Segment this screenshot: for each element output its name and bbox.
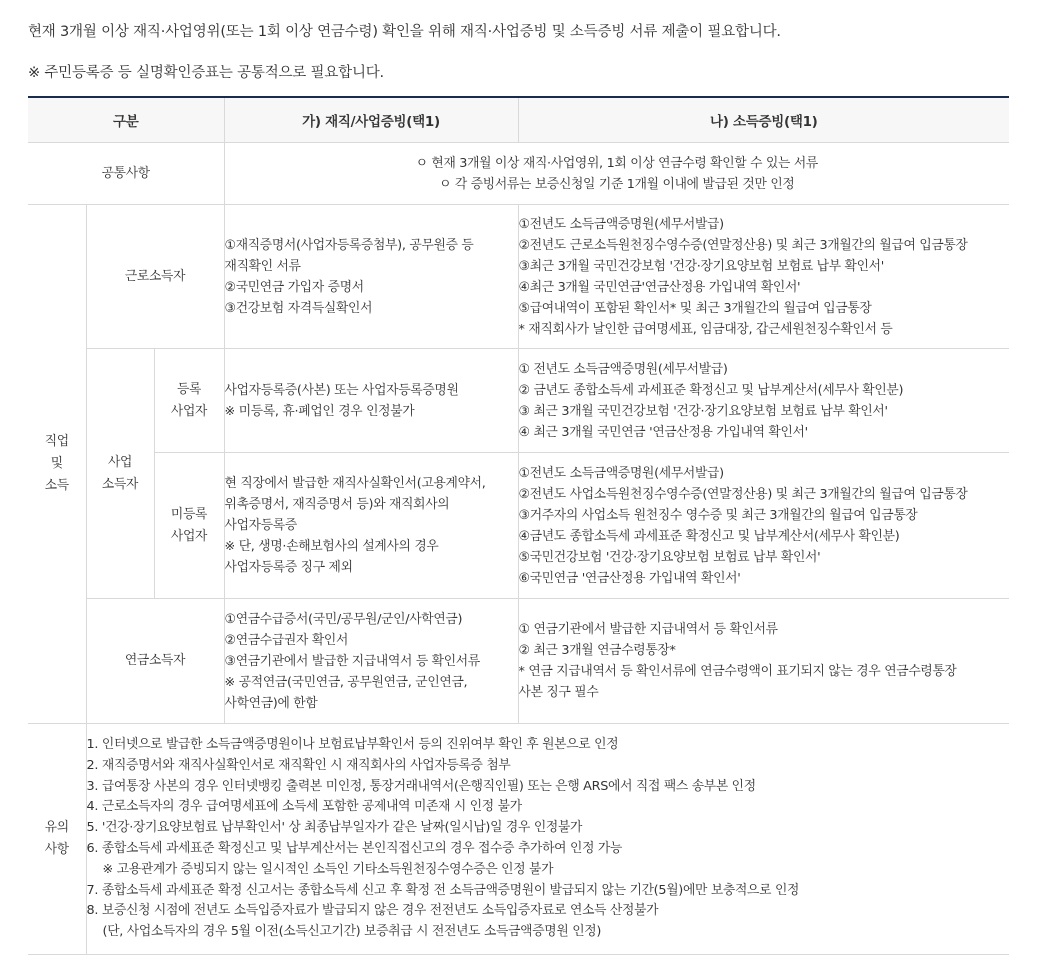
doc-line: ① 전년도 소득금액증명원(세무서발급) (518, 361, 728, 377)
doc-line: ⑥국민연금 '연금산정용 가입내역 확인서' (518, 570, 741, 586)
pension-income-label: 연금소득자 (86, 599, 224, 724)
note-item: ※ 고용관계가 증빙되지 않는 일시적인 소득인 기타소득원천징수영수증은 인정 불가 (102, 861, 554, 877)
doc-line: * 재직회사가 날인한 급여명세표, 임금대장, 갑근세원천징수확인서 등 (518, 321, 893, 337)
doc-line: ②국민연금 가입자 증명서 (224, 279, 364, 295)
doc-line: ② 금년도 종합소득세 과세표준 확정신고 및 납부계산서(세무사 확인분) (518, 382, 904, 398)
header-employment-proof: 가) 재직/사업증빙(택1) (224, 97, 518, 143)
label-line: 소득자 (101, 476, 139, 492)
common-requirements (224, 143, 1009, 205)
label-line: 유의 (44, 820, 69, 835)
notes-list (86, 724, 1009, 955)
table-row (28, 205, 1009, 349)
table-row (28, 453, 1009, 599)
table-row (28, 349, 1009, 453)
labor-employment-docs (224, 205, 518, 349)
note-item: 6. 종합소득세 과세표준 확정신고 및 납부계산서는 본인직접신고의 경우 접수증 추가하여 인정 가능 (86, 841, 623, 856)
doc-line: 위촉증명서, 재직증명서 등)와 재직회사의 (224, 497, 450, 512)
doc-line: ①전년도 소득금액증명원(세무서발급) (518, 465, 724, 481)
notes-label (28, 724, 86, 955)
note-item: 5. '건강·장기요양보험료 납부확인서' 상 최종납부일자가 같은 날짜(일시납)일 경우 인정불가 (86, 820, 583, 836)
label-line: 사항 (44, 842, 69, 857)
business-income-label (86, 349, 154, 599)
table-row (28, 724, 1009, 955)
doc-line: 재직확인 서류 (224, 258, 301, 274)
label-line: 사업자 (170, 528, 208, 544)
group-label-line: 및 (50, 456, 63, 471)
unregistered-business-label (154, 453, 224, 599)
note-item: 2. 재직증명서와 재직사실확인서로 재직확인 시 재직회사의 사업자등록증 첨부 (86, 757, 511, 773)
table-row (28, 599, 1009, 724)
doc-line: ②전년도 근로소득원천징수영수증(연말정산용) 및 최근 3개월간의 월급여 입금통장 (518, 237, 968, 253)
doc-line: ③거주자의 사업소득 원천징수 영수증 및 최근 3개월간의 월급여 입금통장 (518, 507, 918, 523)
doc-line: ③ 최근 3개월 국민건강보험 '건강·장기요양보험 보험료 납부 확인서' (518, 403, 888, 419)
header-category: 구분 (28, 97, 224, 143)
doc-line: ④최근 3개월 국민연금'연금산정용 가입내역 확인서' (518, 279, 801, 295)
required-documents-table (28, 96, 1009, 955)
common-label: 공통사항 (28, 143, 224, 205)
table-row (28, 143, 1009, 205)
doc-line: ② 최근 3개월 연금수령통장* (518, 643, 676, 658)
label-line: 등록 (176, 381, 202, 397)
doc-line: ※ 단, 생명·손해보험사의 설계사의 경우 (224, 539, 439, 554)
doc-line: 사본 징구 필수 (518, 685, 599, 700)
unregistered-income-docs (518, 453, 1009, 599)
id-notice-text: ※ 주민등록증 등 실명확인증표는 공통적으로 필요합니다. (28, 65, 384, 81)
doc-line: ④ 최근 3개월 국민연금 '연금산정용 가입내역 확인서' (518, 424, 808, 440)
label-line: 사업자 (170, 403, 208, 419)
doc-line: ⑤급여내역이 포함된 확인서* 및 최근 3개월간의 월급여 입금통장 (518, 300, 872, 316)
header-income-proof: 나) 소득증빙(택1) (518, 97, 1009, 143)
doc-line: 사업자등록증 징구 제외 (224, 560, 353, 575)
labor-income-label: 근로소득자 (86, 205, 224, 349)
group-label-line: 직업 (44, 434, 69, 449)
doc-line: ※ 미등록, 휴·폐업인 경우 인정불가 (224, 403, 415, 419)
doc-line: 사학연금)에 한함 (224, 695, 318, 711)
intro-text: 현재 3개월 이상 재직·사업영위(또는 1회 이상 연금수령) 확인을 위해 재직·사업증빙 및 소득증빙 서류 제출이 필요합니다. (28, 24, 781, 40)
label-line: 사업 (107, 454, 133, 470)
doc-line: ③건강보험 자격득실확인서 (224, 300, 373, 316)
unregistered-employment-docs (224, 453, 518, 599)
doc-line: ③연금기관에서 발급한 지급내역서 등 확인서류 (224, 653, 480, 669)
doc-line: * 연금 지급내역서 등 확인서류에 연금수령액이 표기되지 않는 경우 연금수령통장 (518, 664, 957, 679)
doc-line: ①전년도 소득금액증명원(세무서발급) (518, 216, 724, 232)
doc-line: ⑤국민건강보험 '건강·장기요양보험 보험료 납부 확인서' (518, 549, 821, 565)
note-item: 8. 보증신청 시점에 전년도 소득입증자료가 발급되지 않은 경우 전전년도 소득입증자료로 연소득 산정불가 (86, 903, 659, 919)
doc-line: ③최근 3개월 국민건강보험 '건강·장기요양보험 보험료 납부 확인서' (518, 258, 884, 274)
registered-business-label (154, 349, 224, 453)
doc-line: 사업자등록증 (224, 518, 297, 533)
doc-line: ※ 공적연금(국민연금, 공무원연금, 군인연금, (224, 674, 468, 690)
pension-employment-docs (224, 599, 518, 724)
common-line: ㅇ 각 증빙서류는 보증신청일 기준 1개월 이내에 발급된 것만 인정 (439, 176, 795, 192)
label-line: 미등록 (170, 506, 208, 522)
doc-line: 사업자등록증(사본) 또는 사업자등록증명원 (224, 382, 459, 398)
note-item: 7. 종합소득세 과세표준 확정 신고서는 종합소득세 신고 후 확정 전 소득금액증명원이 발급되지 않는 기간(5월)에만 보충적으로 인정 (86, 882, 800, 898)
doc-line: ①연금수급증서(국민/공무원/군인/사학연금) (224, 611, 463, 627)
table-header-row (28, 97, 1009, 143)
group-label-line: 소득 (44, 478, 69, 493)
doc-line: ②전년도 사업소득원천징수영수증(연말정산용) 및 최근 3개월간의 월급여 입금통장 (518, 486, 968, 502)
registered-employment-docs (224, 349, 518, 453)
note-item: 1. 인터넷으로 발급한 소득금액증명원이나 보험료납부확인서 등의 진위여부 확인 후 원본으로 인정 (86, 737, 619, 753)
pension-income-docs (518, 599, 1009, 724)
common-line: ㅇ 현재 3개월 이상 재직·사업영위, 1회 이상 연금수령 확인할 수 있는 서류 (415, 155, 818, 171)
note-item: 3. 급여통장 사본의 경우 인터넷뱅킹 출력본 미인정, 통장거래내역서(은행직인필) 또는 은행 ARS에서 직접 팩스 송부본 인정 (86, 778, 756, 794)
group-label-job-income (28, 205, 86, 724)
note-item: 4. 근로소득자의 경우 급여명세표에 소득세 포함한 공제내역 미존재 시 인정 불가 (86, 799, 522, 815)
registered-income-docs (518, 349, 1009, 453)
doc-line: 현 직장에서 발급한 재직사실확인서(고용계약서, (224, 476, 486, 491)
labor-income-docs (518, 205, 1009, 349)
doc-line: ① 연금기관에서 발급한 지급내역서 등 확인서류 (518, 622, 778, 637)
note-item: (단, 사업소득자의 경우 5월 이전(소득신고기간) 보증취급 시 전전년도 소득금액증명원 인정) (102, 924, 602, 940)
doc-line: ④금년도 종합소득세 과세표준 확정신고 및 납부계산서(세무사 확인분) (518, 528, 900, 544)
doc-line: ①재직증명서(사업자등록증첨부), 공무원증 등 (224, 237, 474, 253)
doc-line: ②연금수급권자 확인서 (224, 632, 349, 648)
